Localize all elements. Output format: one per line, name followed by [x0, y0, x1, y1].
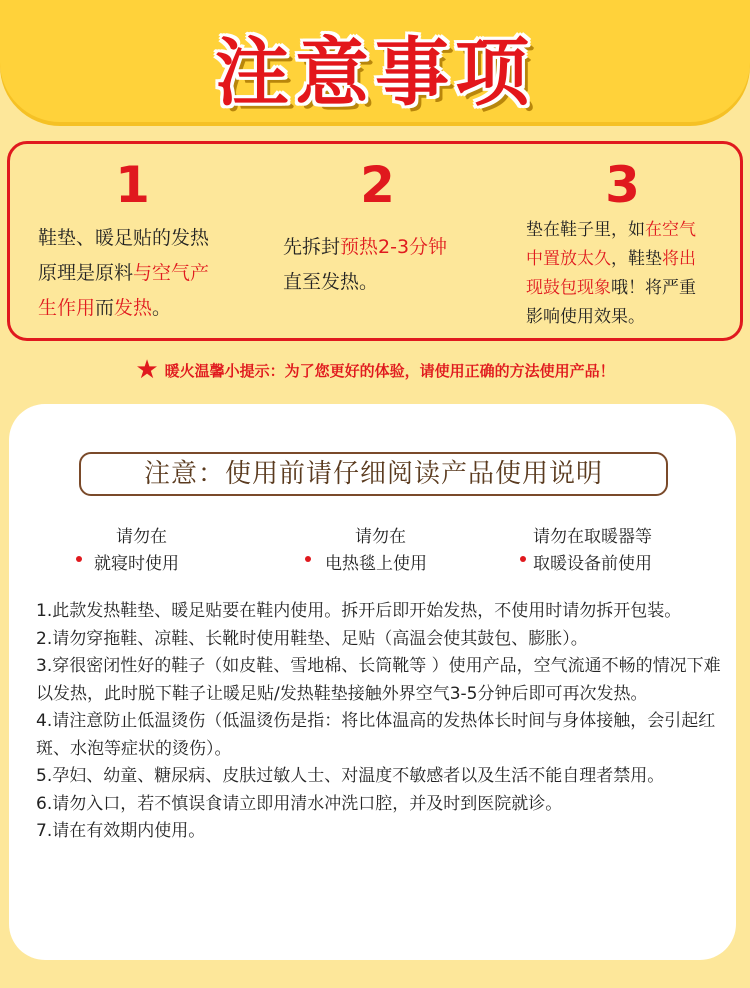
highlight-text: 预热2-3分钟 — [340, 236, 448, 258]
highlight-text: 与空气产 — [133, 262, 210, 284]
warning-line: 请勿在 — [116, 527, 167, 547]
page-title: 注意事项 — [215, 30, 535, 116]
bullet-icon — [305, 556, 311, 562]
highlight-text: 发热 — [114, 297, 153, 319]
highlight-text: 生作用 — [38, 297, 96, 319]
step-run: 原理是原料 — [38, 262, 134, 284]
step-run: 直至发热。 — [283, 271, 379, 293]
warning-item — [325, 524, 427, 578]
rule-item: 6.请勿入口，若不慎误食请立即用清水冲洗口腔，并及时到医院就诊。 — [36, 793, 563, 814]
rule-item: 4.请注意防止低温烫伤（低温烫伤是指：将比体温高的发热体长时间与身体接触，会引起红斑、水泡等症状的烫伤）。 — [36, 711, 716, 759]
step-line — [38, 291, 209, 326]
star-icon: ★ — [135, 355, 159, 385]
step-1 — [10, 144, 255, 344]
step-3 — [500, 144, 745, 344]
rules-list — [36, 598, 726, 846]
step-run: 鞋垫、暖足贴的发热 — [38, 227, 210, 249]
step-line — [526, 245, 696, 274]
step-text — [38, 221, 209, 326]
rule-item: 2.请勿穿拖鞋、凉鞋、长靴时使用鞋垫、足贴（高温会使其鼓包、膨胀）。 — [36, 628, 588, 649]
warning-line: 请勿在 — [355, 527, 406, 547]
rule-item: 1.此款发热鞋垫、暖足贴要在鞋内使用。拆开后即开始发热，不使用时请勿拆开包装。 — [36, 601, 682, 621]
step-run: 。 — [152, 297, 172, 319]
tip-text: 暖火温馨小提示：为了您更好的体验，请使用正确的方法使用产品！ — [164, 361, 615, 380]
step-number: 3 — [605, 156, 640, 214]
warning-line: 电热毯上使用 — [325, 554, 427, 574]
step-run: 影响使用效果。 — [526, 307, 645, 327]
step-2 — [255, 144, 500, 344]
warning-item — [94, 524, 179, 578]
rule-item: 7.请在有效期内使用。 — [36, 821, 206, 841]
step-number: 1 — [115, 156, 150, 214]
step-run: 垫在鞋子里，如 — [526, 220, 645, 240]
bullet-icon — [76, 556, 82, 562]
step-line — [38, 221, 209, 256]
rule-item: 5.孕妇、幼童、糖尿病、皮肤过敏人士、对温度不敏感者以及生活不能自理者禁用。 — [36, 766, 665, 786]
warning-line: 就寝时使用 — [94, 554, 179, 574]
step-line — [283, 230, 447, 265]
step-text — [526, 216, 696, 332]
tip-line — [0, 352, 750, 388]
step-line — [283, 265, 447, 300]
step-line — [526, 274, 696, 303]
highlight-text: 中置放太久 — [526, 249, 611, 269]
notice-title: 注意：使用前请仔细阅读产品使用说明 — [79, 452, 668, 496]
step-line — [526, 216, 696, 245]
step-run: ，鞋垫 — [611, 249, 662, 269]
header-banner — [0, 0, 750, 122]
step-line — [526, 303, 696, 332]
warning-item — [533, 524, 652, 578]
step-number: 2 — [360, 156, 395, 214]
step-run: 哦！将严重 — [611, 278, 696, 298]
step-run: 而 — [95, 297, 115, 319]
warning-line: 取暖设备前使用 — [533, 554, 652, 574]
step-run: 先拆封 — [283, 236, 341, 258]
highlight-text: 将出 — [662, 249, 696, 269]
highlight-text: 在空气 — [645, 220, 696, 240]
step-text — [283, 230, 447, 300]
step-line — [38, 256, 209, 291]
steps-box — [7, 141, 743, 341]
highlight-text: 现鼓包现象 — [526, 278, 611, 298]
instructions-panel — [9, 404, 736, 960]
bullet-icon — [520, 556, 526, 562]
warning-line: 请勿在取暖器等 — [533, 527, 652, 547]
rule-item: 3.穿很密闭性好的鞋子（如皮鞋、雪地棉、长筒靴等 ）使用产品，空气流通不畅的情况下难以发热，此时脱下鞋子让暖足贴/发热鞋垫接触外界空气3-5分钟后即可再次发热。 — [36, 656, 721, 704]
